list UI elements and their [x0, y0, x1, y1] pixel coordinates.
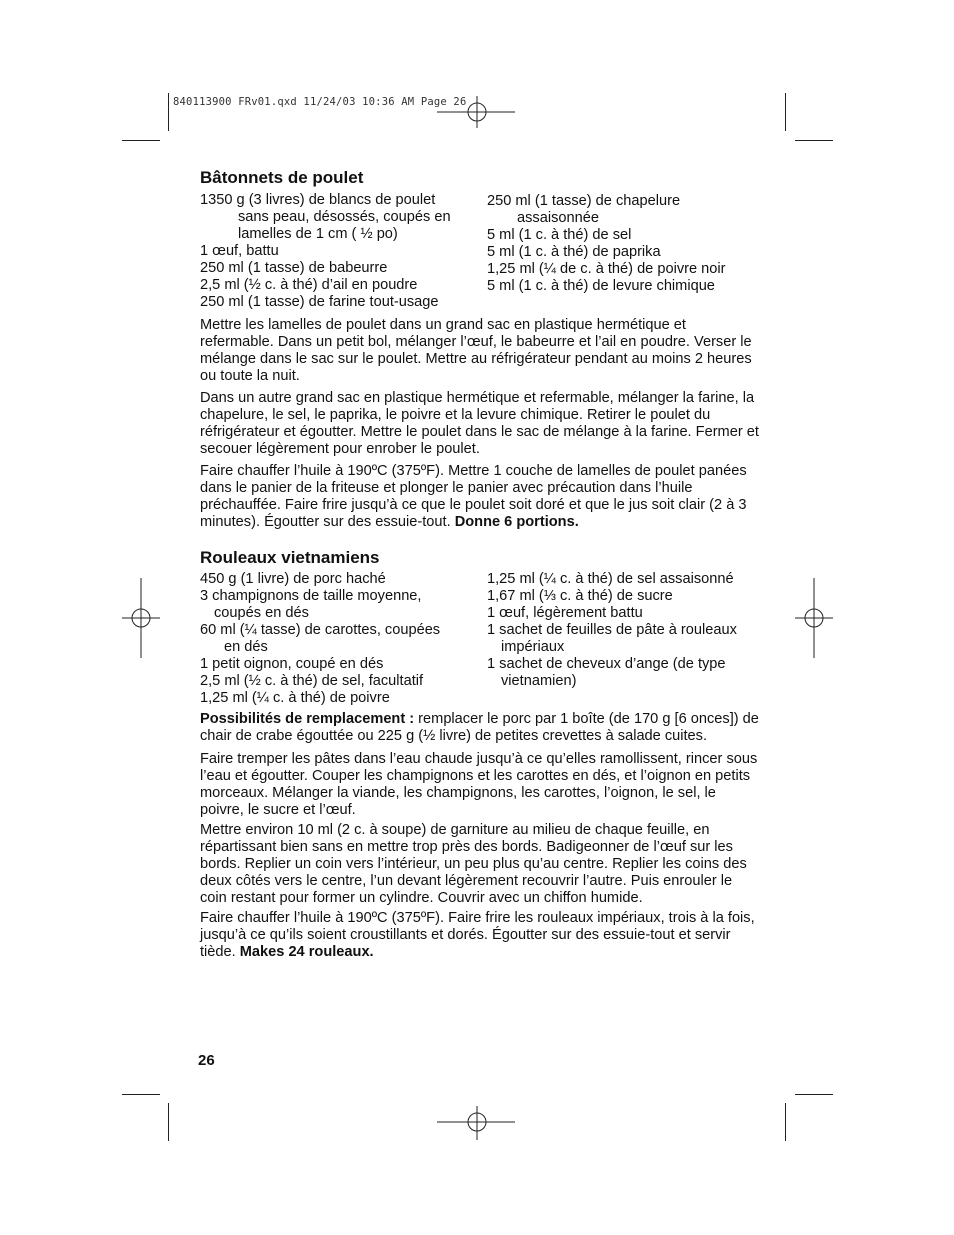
registration-mark-icon [437, 96, 517, 136]
ingredients-right [487, 571, 762, 690]
ingredient: 1 petit oignon, coupé en dés [200, 656, 384, 672]
crop-mark [795, 140, 833, 141]
crop-mark [168, 93, 169, 131]
crop-mark [122, 1094, 160, 1095]
registration-mark-icon [795, 578, 835, 660]
ingredient: 2,5 ml (½ c. à thé) d’ail en poudre [200, 277, 418, 293]
ingredients-left [200, 192, 465, 311]
ingredient: 2,5 ml (½ c. à thé) de sel, facultatif [200, 673, 424, 689]
instruction-paragraph: Mettre environ 10 ml (2 c. à soupe) de garniture au milieu de chaque feuille, en répartissant bien sans en mettre trop près des bords. Badigeonner de l’œuf sur les bords. Replier un coin vers l’intérieur, un peu plus qu’au centre. Replier les coins des deux côtés vers le centre, l’un devant légèrement recouvrir l’autre. Puis enrouler le coin restant pour former un cylindre. Couvrir avec un chiffon humide. [200, 822, 747, 906]
ingredient: 1 sachet de feuilles de pâte à rouleaux impériaux [487, 622, 737, 655]
instruction-paragraph: Dans un autre grand sac en plastique hermétique et refermable, mélanger la farine, la chapelure, le sel, le paprika, le poivre et la levure chimique. Retirer le poulet du réfrigérateur et égoutter. Mettre le poulet dans le sac de mélange à la farine. Fermer et secouer légèrement pour enrober le poulet. [200, 390, 759, 457]
ingredient: 3 champignons de taille moyenne, coupés en dés [200, 588, 422, 621]
crop-mark [785, 93, 786, 131]
ingredient: 450 g (1 livre) de porc haché [200, 571, 386, 587]
ingredient: 1,67 ml (⅓ c. à thé) de sucre [487, 588, 673, 604]
ingredient: 5 ml (1 c. à thé) de levure chimique [487, 278, 715, 294]
ingredient: 1,25 ml (¼ c. à thé) de poivre [200, 690, 390, 706]
instruction-text: Faire chauffer l’huile à 190ºC (375ºF). Faire frire les rouleaux impériaux, trois à la fois, jusqu’à ce qu’ils soient croustillants et dorés. Égoutter sur des essuie-tout et servir tiède. [200, 910, 755, 960]
registration-mark-icon [122, 578, 162, 660]
ingredient: 1 œuf, légèrement battu [487, 605, 643, 621]
yield-text: Makes 24 rouleaux. [239, 944, 374, 960]
print-slug: 840113900 FRv01.qxd 11/24/03 10:36 AM Page 26 [173, 96, 467, 108]
crop-mark [122, 140, 160, 141]
instruction-paragraph: Faire tremper les pâtes dans l’eau chaude jusqu’à ce qu’elles ramollissent, rincer sous l’eau et égoutter. Couper les champignons et les carottes en dés, et l’oignon en petits morceaux. Mélanger la viande, les champignons, les carottes, l’oignon, le sel, le poivre, le sucre et l’œuf. [200, 751, 758, 818]
substitution-paragraph [200, 711, 760, 745]
instruction-paragraph [200, 910, 760, 961]
substitution-label: Possibilités de remplacement : [200, 711, 415, 727]
ingredient: 1,25 ml (¼ c. à thé) de sel assaisonné [487, 571, 734, 587]
recipe-title: Bâtonnets de poulet [200, 168, 364, 187]
ingredient: 1,25 ml (¼ de c. à thé) de poivre noir [487, 261, 726, 277]
ingredients-left [200, 571, 460, 707]
crop-mark [795, 1094, 833, 1095]
crop-mark [168, 1103, 169, 1141]
ingredient: 5 ml (1 c. à thé) de sel [487, 227, 632, 243]
instruction-text: Faire chauffer l’huile à 190ºC (375ºF). Mettre 1 couche de lamelles de poulet panées dans le panier de la friteuse et plonger le panier avec précaution dans l’huile préchauffée. Faire frire jusqu’à ce que le poulet soit doré et que le jus soit clair (2 à 3 minutes). Égoutter sur des essuie-tout. [200, 463, 747, 530]
ingredient: 1 sachet de cheveux d’ange (de type vietnamien) [487, 656, 726, 689]
ingredient: 250 ml (1 tasse) de chapelure assaisonnée [487, 193, 681, 226]
ingredient: 250 ml (1 tasse) de babeurre [200, 260, 388, 276]
instruction-paragraph: Mettre les lamelles de poulet dans un grand sac en plastique hermétique et refermable. Dans un petit bol, mélanger l’œuf, le babeurre et l’ail en poudre. Verser le mélange dans le sac sur le poulet. Mettre au réfrigérateur pendant au moins 2 heures ou toute la nuit. [200, 317, 752, 384]
crop-mark [785, 1103, 786, 1141]
substitution-text: remplacer le porc par 1 boîte (de 170 g [6 onces]) de chair de crabe égouttée ou 225 g (½ livre) de petites crevettes à salade cuites. [200, 711, 759, 744]
instruction-paragraph [200, 463, 760, 531]
ingredient: 1350 g (3 livres) de blancs de poulet sans peau, désossés, coupés en lamelles de 1 cm ( ½ po) [200, 192, 451, 242]
ingredients-right [487, 193, 757, 295]
ingredient: 1 œuf, battu [200, 243, 279, 259]
page-number: 26 [198, 1052, 215, 1069]
yield-text: Donne 6 portions. [454, 514, 579, 530]
ingredient: 250 ml (1 tasse) de farine tout-usage [200, 294, 439, 310]
ingredient: 60 ml (¼ tasse) de carottes, coupées en dés [200, 622, 441, 655]
recipe-title: Rouleaux vietnamiens [200, 548, 380, 567]
registration-mark-icon [437, 1106, 517, 1140]
ingredient: 5 ml (1 c. à thé) de paprika [487, 244, 661, 260]
